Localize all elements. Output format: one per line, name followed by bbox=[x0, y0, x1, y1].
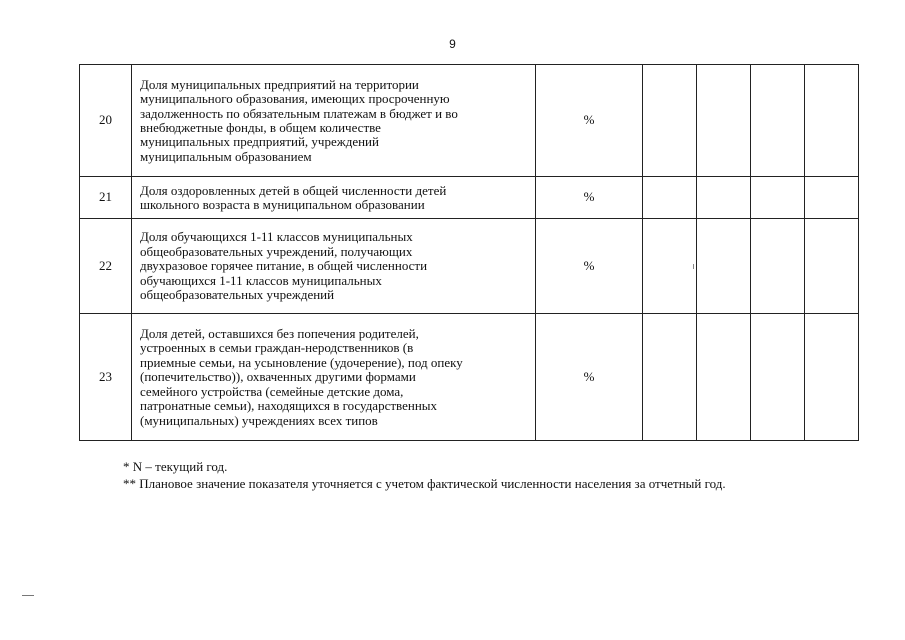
description-line: муниципальных предприятий, учреждений bbox=[140, 134, 379, 150]
indicators-table bbox=[79, 64, 859, 441]
description-line: патронатные семьи), находящихся в государственных bbox=[140, 398, 438, 414]
value-cell bbox=[643, 65, 697, 177]
description-line: школьного возраста в муниципальном образовании bbox=[140, 197, 425, 212]
value-cell bbox=[805, 314, 859, 441]
description-line: Доля оздоровленных детей в общей численности детей bbox=[140, 182, 447, 198]
indicator-description bbox=[132, 177, 536, 219]
scan-artifact-mark bbox=[693, 264, 694, 269]
margin-dash bbox=[22, 595, 34, 596]
footnote-current-year: * N – текущий год. bbox=[123, 459, 228, 474]
description-line: приемные семьи, на усыновление (удочерение), под опеку bbox=[140, 354, 463, 370]
unit-cell: % bbox=[536, 65, 643, 177]
value-cell bbox=[643, 177, 697, 219]
description-line: общеобразовательных учреждений, получающих bbox=[140, 243, 413, 259]
table-row bbox=[80, 65, 859, 177]
description-line: внебюджетные фонды, в общем количестве bbox=[140, 120, 381, 135]
table-row bbox=[80, 314, 859, 441]
description-line: муниципальным образованием bbox=[140, 148, 312, 164]
value-cell bbox=[697, 314, 751, 441]
value-cell bbox=[751, 314, 805, 441]
footnotes bbox=[123, 458, 863, 492]
unit-cell: % bbox=[536, 177, 643, 219]
description-line: задолженность по обязательным платежам в бюджет и во bbox=[140, 105, 458, 121]
row-number: 23 bbox=[80, 314, 132, 441]
unit-cell: % bbox=[536, 219, 643, 314]
value-cell bbox=[805, 177, 859, 219]
row-number: 20 bbox=[80, 65, 132, 177]
description-line: обучающихся 1-11 классов муниципальных bbox=[140, 272, 382, 288]
page-number: 9 bbox=[449, 37, 456, 51]
value-cell bbox=[805, 219, 859, 314]
description-line: (попечительство)), охваченных другими формами bbox=[140, 369, 416, 385]
description-line: двухразовое горячее питание, в общей численности bbox=[140, 258, 428, 274]
row-number: 21 bbox=[80, 177, 132, 219]
value-cell bbox=[805, 65, 859, 177]
unit-cell: % bbox=[536, 314, 643, 441]
indicator-description bbox=[132, 65, 536, 177]
description-line: семейного устройства (семейные детские дома, bbox=[140, 383, 404, 399]
description-line: общеобразовательных учреждений bbox=[140, 287, 335, 303]
description-line: Доля обучающихся 1-11 классов муниципальных bbox=[140, 229, 413, 245]
indicator-description bbox=[132, 314, 536, 441]
description-line: Доля детей, оставшихся без попечения родителей, bbox=[140, 326, 419, 342]
description-line: устроенных в семьи граждан-неродственников (в bbox=[140, 340, 414, 356]
value-cell bbox=[697, 219, 751, 314]
value-cell bbox=[643, 219, 697, 314]
value-cell bbox=[697, 65, 751, 177]
value-cell bbox=[697, 177, 751, 219]
description-line: Доля муниципальных предприятий на территории bbox=[140, 76, 419, 92]
footnote-planned-value: ** Плановое значение показателя уточняется с учетом фактической численности населения за отчетный год. bbox=[123, 476, 726, 491]
row-number: 22 bbox=[80, 219, 132, 314]
value-cell bbox=[751, 219, 805, 314]
indicator-description bbox=[132, 219, 536, 314]
description-line: (муниципальных) учреждениях всех типов bbox=[140, 412, 378, 428]
value-cell bbox=[643, 314, 697, 441]
table-row bbox=[80, 177, 859, 219]
value-cell bbox=[751, 177, 805, 219]
table-row bbox=[80, 219, 859, 314]
indicators-table-body bbox=[80, 65, 859, 441]
description-line: муниципального образования, имеющих просроченную bbox=[140, 91, 450, 107]
value-cell bbox=[751, 65, 805, 177]
